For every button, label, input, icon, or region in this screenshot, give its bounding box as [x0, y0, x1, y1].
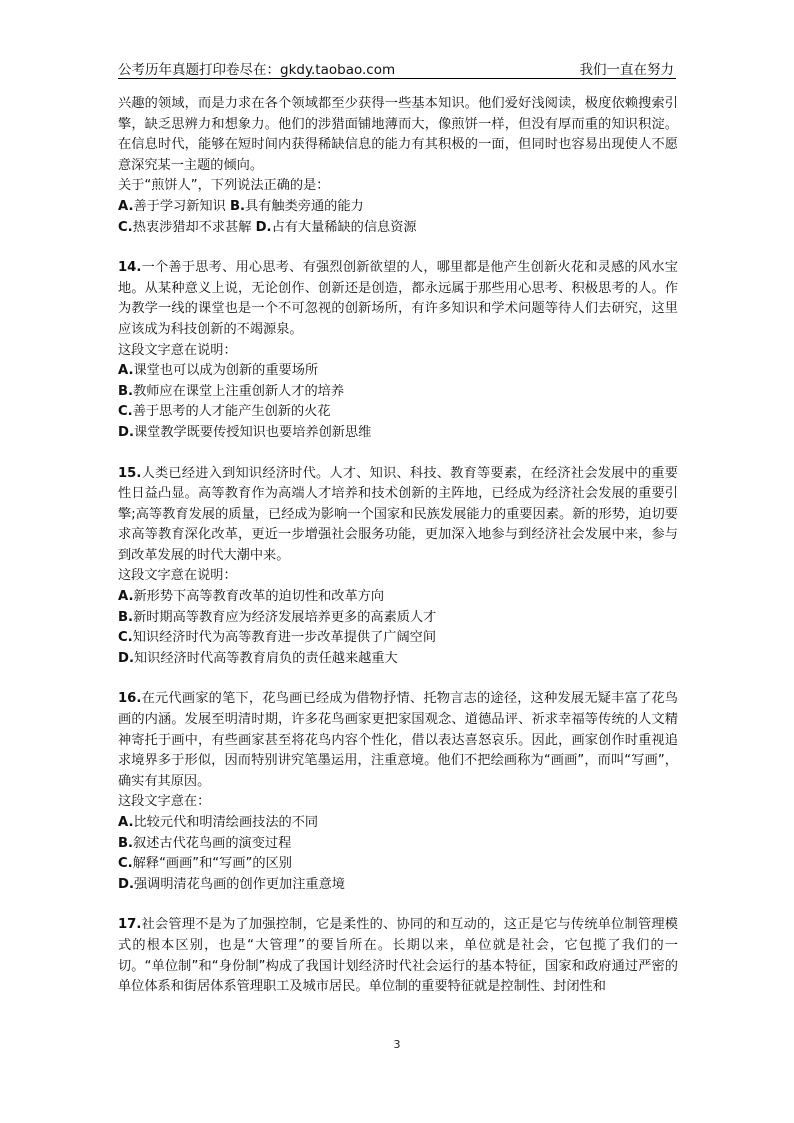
header-source: 公考历年真题打印卷尽在：gkdy.taobao.com [118, 62, 396, 78]
question-number: 15. [118, 465, 142, 481]
option-letter: D. [255, 219, 272, 235]
question-13 [118, 94, 678, 238]
option-letter: C. [118, 219, 133, 235]
question-13-prompt: 关于“煎饼人”，下列说法正确的是： [118, 178, 330, 194]
option-d: D.知识经济时代高等教育肩负的责任越来越重大 [118, 650, 398, 666]
question-16-passage: 16.在元代画家的笔下，花鸟画已经成为借物抒情、托物言志的途径，这种发展无疑丰富了花鸟画的内涵。发展至明清时期，许多花鸟画家更把家国观念、道德品评、祈求幸福等传统的人文精神寄托于画中，有些画家甚至将花鸟内容个性化，借以表达喜怒哀乐。因此，画家创作时重视追求境界多于形似，因而特别讲究笔墨运用，注重意境。他们不把绘画称为“画画”，而叫“写画”，确实有其原因。 [118, 691, 678, 789]
question-17-passage: 17.社会管理不是为了加强控制，它是柔性的、协同的和互动的，这正是它与传统单位制管理模式的根本区别，也是“大管理”的要旨所在。长期以来，单位就是社会，它包揽了我们的一切。“单位制”和“身份制”构成了我国计划经济时代社会运行的基本特征，国家和政府通过严密的单位体系和街居体系管理职工及城市居民。单位制的重要特征就是控制性、封闭性和 [118, 917, 678, 995]
option-b: B.新时期高等教育应为经济发展培养更多的高素质人才 [118, 609, 437, 625]
option-text: 具有触类旁通的能力 [245, 198, 364, 214]
question-number: 17. [118, 917, 142, 933]
question-13-options-row-1 [118, 197, 678, 218]
question-15-prompt: 这段文字意在说明： [118, 568, 237, 584]
question-13-options-row-2 [118, 218, 678, 239]
option-a: A.课堂也可以成为创新的重要场所 [118, 363, 319, 379]
option-a: A.新形势下高等教育改革的迫切性和改革方向 [118, 589, 385, 605]
question-17 [118, 915, 678, 997]
page-header [118, 56, 676, 79]
option-b: B.教师应在课堂上注重创新人才的培养 [118, 383, 345, 399]
question-13-passage: 兴趣的领域，而是力求在各个领域都至少获得一些基本知识。他们爱好浅阅读，极度依赖搜索引擎，缺乏思辨力和想象力。他们的涉猎面铺地薄而大，像煎饼一样，但没有厚而重的知识积淀。在信息时代，能够在短时间内获得稀缺信息的能力有其积极的一面，但同时也容易出现使人不愿意深究某一主题的倾向。 [118, 96, 678, 173]
page-number: 3 [393, 1038, 401, 1051]
option-d: D.强调明清花鸟画的创作更加注重意境 [118, 876, 345, 892]
question-14 [118, 258, 678, 443]
option-text: 占有大量稀缺的信息资源 [271, 219, 417, 235]
option-text: 热衷涉猎却不求甚解 [132, 219, 252, 235]
header-slogan: 我们一直在努力 [579, 62, 674, 78]
option-text: 善于学习新知识 [133, 198, 226, 214]
option-b: B.叙述古代花鸟画的演变过程 [118, 835, 292, 851]
option-letter: B. [229, 198, 246, 214]
option-c: C.知识经济时代为高等教育进一步改革提供了广阔空间 [118, 630, 437, 646]
document-body [118, 94, 678, 998]
option-d: D.课堂教学既要传授知识也要培养创新思维 [118, 424, 372, 440]
question-15-passage: 15.人类已经进入到知识经济时代。人才、知识、科技、教育等要素，在经济社会发展中的重要性日益凸显。高等教育作为高端人才培养和技术创新的主阵地，已经成为经济社会发展的重要引擎;高等教育发展的质量，已经成为影响一个国家和民族发展能力的重要因素。新的形势，迫切要求高等教育深化改革，更近一步增强社会服务功能，更加深入地参与到经济社会发展中来，参与到改革发展的时代大潮中来。 [118, 465, 678, 563]
question-16-prompt: 这段文字意在： [118, 794, 211, 810]
option-c: C.解释“画画”和“写画”的区别 [118, 856, 292, 872]
question-16 [118, 689, 678, 895]
question-15 [118, 464, 678, 670]
question-number: 16. [118, 691, 142, 707]
option-a: A.比较元代和明清绘画技法的不同 [118, 815, 319, 830]
option-letter: A. [118, 198, 134, 214]
question-number: 14. [118, 260, 142, 276]
question-14-passage: 14.一个善于思考、用心思考、有强烈创新欲望的人，哪里都是他产生创新火花和灵感的风水宝地。从某种意义上说，无论创作、创新还是创造，都永远属于那些用心思考、积极思考的人。作为教学一线的课堂也是一个不可忽视的创新场所，有许多知识和学术问题等待人们去研究，这里应该成为科技创新的不竭源泉。 [118, 260, 678, 337]
option-c: C.善于思考的人才能产生创新的火花 [118, 404, 331, 420]
question-14-prompt: 这段文字意在说明： [118, 342, 237, 358]
